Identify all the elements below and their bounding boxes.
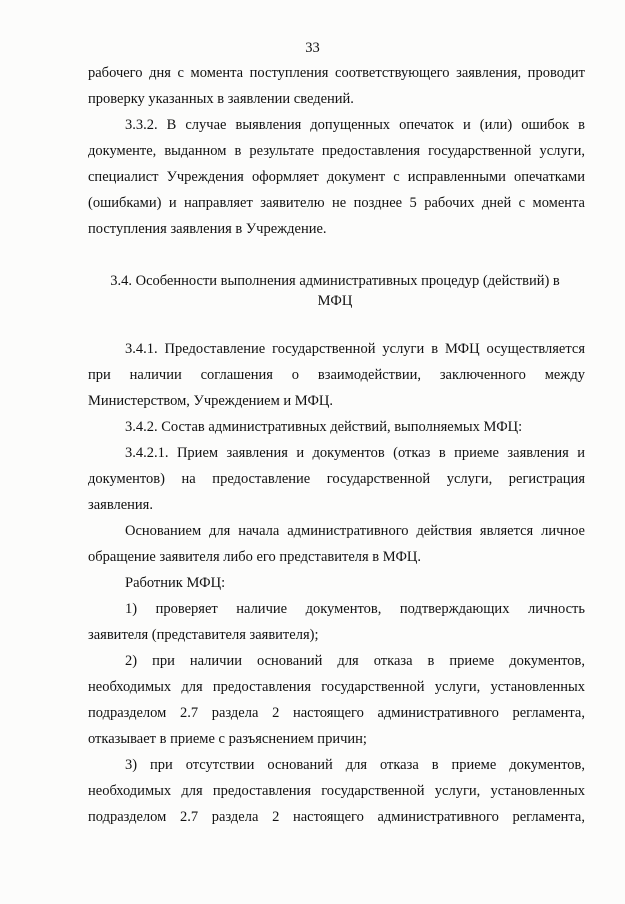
- text-line: специалист Учреждения оформляет документ с исправленными опечатками: [88, 169, 585, 185]
- text-line: подразделом 2.7 раздела 2 настоящего административного регламента,: [88, 705, 585, 721]
- section-heading: МФЦ: [317, 293, 353, 309]
- text-line: при наличии соглашения о взаимодействии, заключенного между: [88, 367, 585, 383]
- text-line: рабочего дня с момента поступления соответствующего заявления, проводит: [88, 65, 585, 81]
- text-line: 3.4.2. Состав административных действий, выполняемых МФЦ:: [125, 419, 523, 435]
- text-line: Основанием для начала административного действия является личное: [125, 523, 585, 539]
- text-line: необходимых для предоставления государственной услуги, установленных: [88, 783, 585, 799]
- text-line: 2) при наличии оснований для отказа в приеме документов,: [125, 653, 585, 669]
- text-line: 3.4.1. Предоставление государственной услуги в МФЦ осуществляется: [125, 341, 585, 357]
- text-line: заявления.: [88, 497, 153, 513]
- text-line: 3) при отсутствии оснований для отказа в приеме документов,: [125, 757, 585, 773]
- text-line: документе, выданном в результате предоставления государственной услуги,: [88, 143, 585, 159]
- text-line: подразделом 2.7 раздела 2 настоящего административного регламента,: [88, 809, 585, 825]
- text-line: отказывает в приеме с разъяснением причин;: [88, 731, 367, 747]
- text-line: необходимых для предоставления государственной услуги, установленных: [88, 679, 585, 695]
- text-line: документов) на предоставление государственной услуги, регистрация: [88, 471, 585, 487]
- text-line: обращение заявителя либо его представителя в МФЦ.: [88, 549, 422, 565]
- text-line: (ошибками) и направляет заявителю не позднее 5 рабочих дней с момента: [88, 195, 585, 211]
- text-line: Министерством, Учреждением и МФЦ.: [88, 393, 334, 409]
- text-line: проверку указанных в заявлении сведений.: [88, 91, 354, 107]
- text-line: поступления заявления в Учреждение.: [88, 221, 327, 237]
- text-line: заявителя (представителя заявителя);: [88, 627, 319, 643]
- text-line: 3.3.2. В случае выявления допущенных опечаток и (или) ошибок в: [125, 117, 585, 133]
- page-number: 33: [305, 40, 320, 56]
- section-heading: 3.4. Особенности выполнения административных процедур (действий) в: [110, 273, 560, 289]
- text-line: Работник МФЦ:: [125, 575, 226, 591]
- text-line: 3.4.2.1. Прием заявления и документов (отказ в приеме заявления и: [125, 445, 585, 461]
- text-line: 1) проверяет наличие документов, подтверждающих личность: [125, 601, 585, 617]
